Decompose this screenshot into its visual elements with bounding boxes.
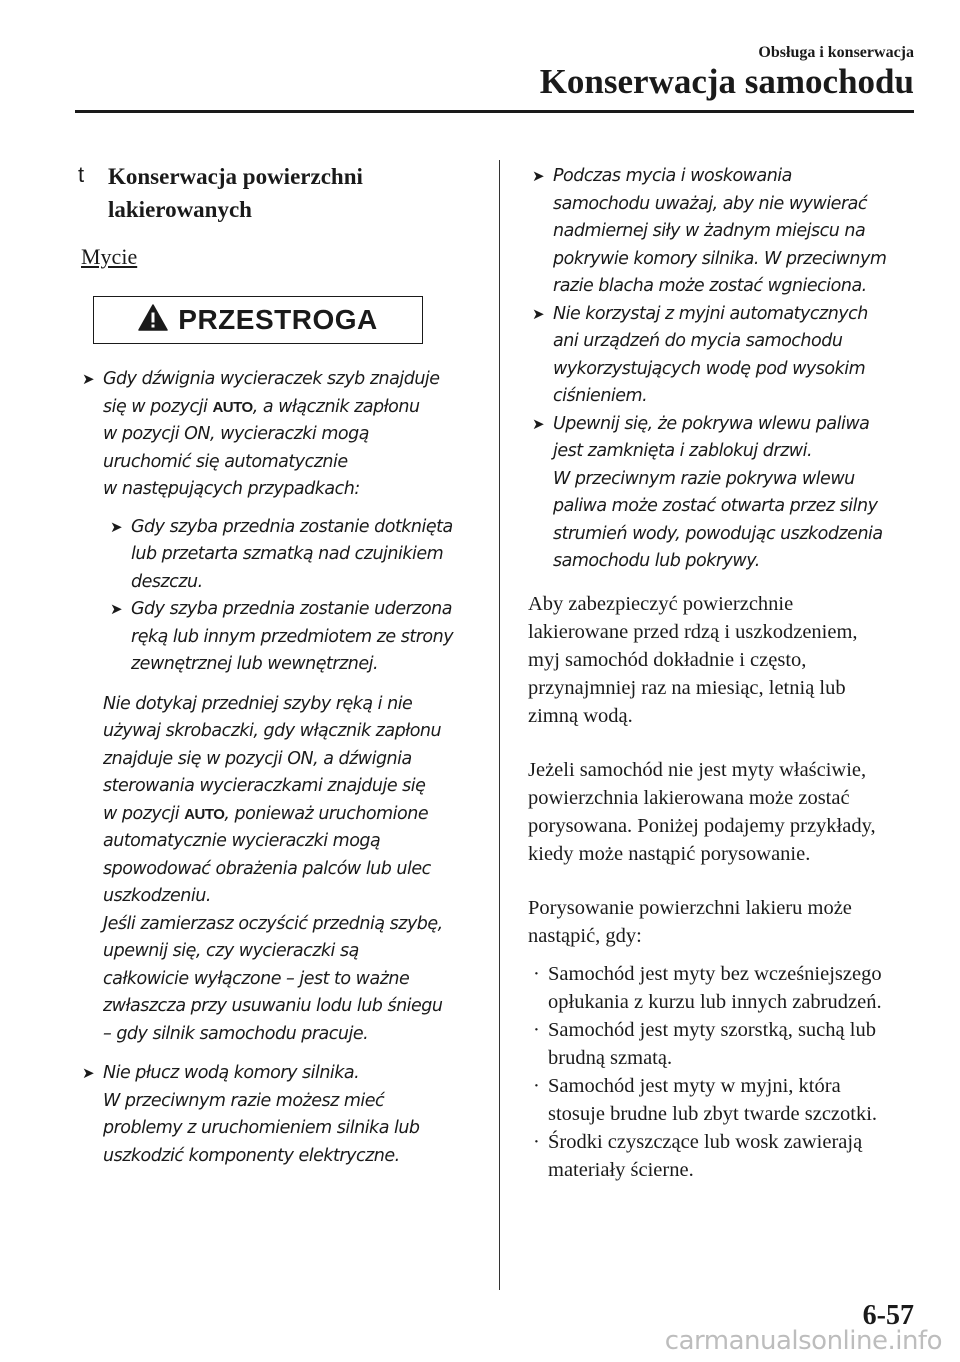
auto-symbol: AUTO [212,398,253,416]
arrow-bullet-icon: ➤ [110,600,123,618]
watermark: carmanualsonline.info [664,1326,942,1356]
left-column [78,160,478,1170]
arrow-bullet-icon: ➤ [532,414,545,433]
auto-symbol: AUTO [184,805,225,823]
arrow-bullet-icon: ➤ [532,304,545,323]
caution-subitem-touch: ➤ Gdy szyba przednia zostanie dotknięta lub przetarta szmatką nad czujnikiem deszczu. [106,514,478,597]
list-item: · Samochód jest myty w myjni, która stosuje brudne lub zbyt twarde szczotki. [528,1072,923,1128]
page-number: 6-57 [862,1300,914,1331]
warning-triangle-icon [138,304,168,336]
caution-subitem-impact: ➤ Gdy szyba przednia zostanie uderzona ręką lub innym przedmiotem ze strony zewnętrznej lub wewnętrznej. [106,596,478,679]
section-title-line1: Konserwacja powierzchni [108,164,363,189]
right-column [528,163,923,1184]
caution-item-engine-water: ➤ Nie płucz wodą komory silnika. W przeciwnym razie możesz mieć problemy z uruchomieniem silnika lub uszkodzić komponenty elektryczne. [78,1060,478,1170]
header-section: Obsługa i konserwacja [758,44,914,61]
column-divider [499,160,500,1290]
dot-bullet-icon: · [533,1130,540,1153]
subsection-title: Mycie [81,244,138,269]
arrow-bullet-icon: ➤ [82,1064,95,1082]
arrow-bullet-icon: ➤ [82,370,95,388]
dot-bullet-icon: · [533,962,540,985]
section-title-line2: lakierowanych [108,197,252,222]
caution-label: PRZESTROGA [178,304,378,335]
dot-bullet-icon: · [533,1018,540,1041]
caution-box [93,296,423,344]
caution-item-wiper-auto: ➤ Gdy dźwignia wycieraczek szyb znajduje się w pozycji AUTO, a włącznik zapłonu w pozycji ON, wycieraczki mogą uruchomić się automatycznie w następujących przypadkach: [78,366,478,504]
list-item: · Samochód jest myty szorstką, suchą lub brudną szmatą. [528,1016,923,1072]
page-title: Konserwacja samochodu [539,62,914,101]
header-rule [75,110,914,113]
arrow-bullet-icon: ➤ [532,167,545,185]
scratch-causes-list [528,960,923,1184]
arrow-bullet-icon: ➤ [110,517,123,536]
caution-item-hood-force: ➤ Podczas mycia i woskowania samochodu uważaj, aby nie wywierać nadmiernej siły w żadnym miejscu na pokrywie komory silnika. W przeciwnym razie blacha może zostać wgnieciona. [528,163,923,301]
caution-item-fuel-lid: ➤ Upewnij się, że pokrywa wlewu paliwa jest zamknięta i zablokuj drzwi. W przeciwnym razie pokrywa wlewu paliwa może zostać otwarta przez silny strumień wody, powodując uszkodzenia samochodu lub pokrywy. [528,411,923,576]
list-item: · Środki czyszczące lub wosk zawierają materiały ścierne. [528,1128,923,1184]
caution-item-high-pressure: ➤ Nie korzystaj z myjni automatycznych ani urządzeń do mycia samochodu wykorzystujących wodę pod wysokim ciśnieniem. [528,301,923,411]
body-paragraph-when: Porysowanie powierzchni lakieru może nastąpić, gdy: [528,896,852,947]
list-item: · Samochód jest myty bez wcześniejszego opłukania z kurzu lub innych zabrudzeń. [528,960,923,1016]
body-paragraph-scratch: Jeżeli samochód nie jest myty właściwie, powierzchnia lakierowana może zostać porysowana. Poniżej podajemy przykłady, kiedy może nastąpić porysowanie. [528,758,876,865]
caution-paragraph: Nie dotykaj przedniej szyby ręką i nie używaj skrobaczki, gdy włącznik zapłonu znajduje się w pozycji ON, a dźwignia sterowania wycieraczkami znajduje się w pozycji AUTO, ponieważ uruchomione automatycznie wycieraczki mogą spowodować obrażenia palców lub ulec uszkodzeniu. Jeśli zamierzasz oczyścić przednią szybę, upewnij się, czy wycieraczki są całkowicie wyłączone – jest to ważne zwłaszcza przy usuwaniu lodu lub śniegu – gdy silnik samochodu pracuje. [103,693,443,1044]
dot-bullet-icon: · [533,1074,540,1097]
section-heading [78,160,478,226]
body-paragraph-protect: Aby zabezpieczyć powierzchnie lakierowane przed rdzą i uszkodzeniem, myj samochód dokładnie i często, przynajmniej raz na miesiąc, letnią lub zimną wodą. [528,592,858,727]
section-marker: t [78,162,85,187]
